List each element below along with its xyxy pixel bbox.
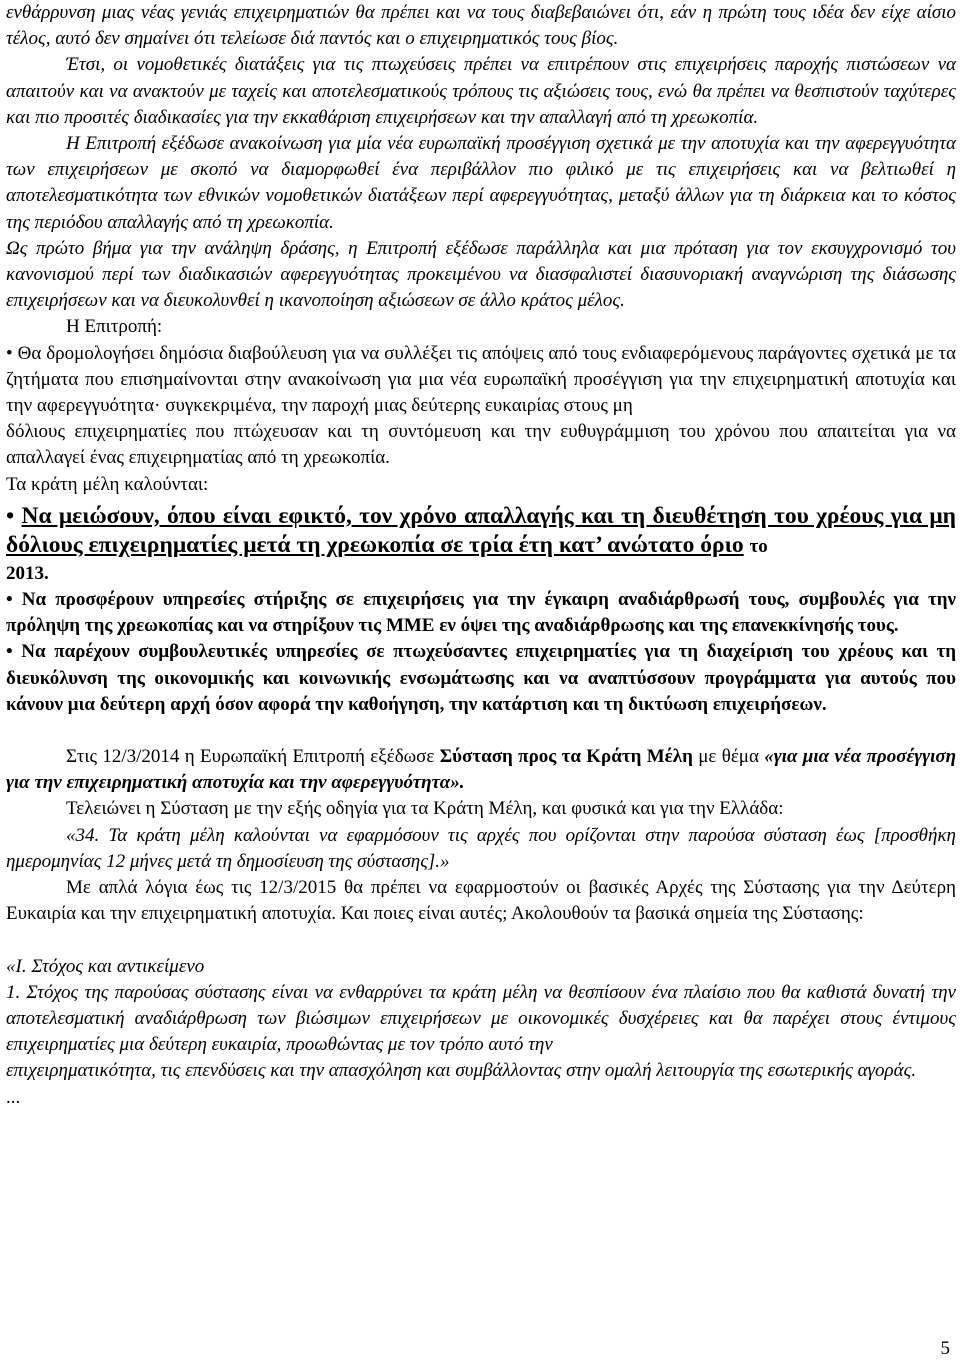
- member-states-bullet-1-year: 2013.: [6, 562, 49, 584]
- rec-subject: «για μια νέα προσέγγιση για την επιχειρηματική αποτυχία και την αφερεγγυότητα».: [6, 746, 957, 794]
- bullet-marker: •: [6, 641, 13, 663]
- spacer: [6, 718, 956, 744]
- paragraph-intro-continuation: ενθάρρυνση μιας νέας γενιάς επιχειρηματιών θα πρέπει και να τους διαβεβαιώνει ότι, εάν η πρώτη τους ιδέα δεν είχε αίσιο τέλος, αυτό δεν σημαίνει ότι τελείωσε διά παντός και ο επιχειρηματικός τους βίος.: [6, 2, 956, 50]
- paragraph-insolvency-provisions: Έτσι, οι νομοθετικές διατάξεις για τις πτωχεύσεις πρέπει να επιτρέπουν στις επιχειρήσεις παροχής πιστώσεων να απαιτούν και να ανακτούν με ταχείς και αποτελεσματικούς τρόπους τις αξιώσεις τους, ενώ θα πρέπει να θεσπιστούν ταχύτερες και πιο προσιτές διαδικασίες για την εκκαθάριση επιχειρήσεων και την απαλλαγή από τη χρεωκοπία.: [6, 54, 956, 128]
- paragraph-commission-communication: Η Επιτροπή εξέδωσε ανακοίνωση για μία νέα ευρωπαϊκή προσέγγιση σχετικά με την αποτυχία και την αφερεγγυότητα των επιχειρήσεων με σκοπό να διαμορφωθεί ένα περιβάλλον πιο φιλικό με τις επιχειρήσεις και να βελτιωθεί η αποτελεσματικότητα των εθνικών νομοθετικών διατάξεων περί αφερεγγυότητας, μεταξύ άλλων για τη διάρκεια και το κόστος της περιόδου απαλλαγής από τη χρεωκοπία.: [6, 133, 956, 233]
- section-paragraph-1: 1. Στόχος της παρούσας σύστασης είναι να ενθαρρύνει τα κράτη μέλη να θεσπίσουν ένα πλαίσιο που θα καθιστά δυνατή την αποτελεσματική αναδιάρθρωση των βιώσιμων επιχειρήσεων με οικονομικές δυσχέρειες και θα παρέχει στους έντιμους επιχειρηματίες μια δεύτερη ευκαιρία, προωθώντας με τον τρόπο αυτό την: [6, 981, 956, 1056]
- ellipsis: ...: [6, 1086, 21, 1108]
- rec-bold-title: Σύσταση προς τα Κράτη Μέλη: [439, 746, 693, 768]
- commission-bullet-continuation: δόλιους επιχειρηματίες που πτώχευσαν και τη συντόμευση και την ευθυγράμμιση του χρόνου που απαιτείται για να απαλλαγεί ένας επιχειρηματίας από τη χρεωκοπία.: [6, 421, 956, 469]
- recommendation-quote: «34. Τα κράτη μέλη καλούνται να εφαρμόσουν τις αρχές που ορίζονται στην παρούσα σύσταση έως [προσθήκη ημερομηνίας 12 μήνες μετά τη δημοσίευση της σύστασης].»: [6, 824, 956, 872]
- rec-text-a: Στις 12/3/2014 η Ευρωπαϊκή Επιτροπή εξέδωσε: [66, 746, 435, 768]
- recommendation-explanation: Με απλά λόγια έως τις 12/3/2015 θα πρέπει να εφαρμοστούν οι βασικές Αρχές της Σύστασης για την Δεύτερη Ευκαιρία και την επιχειρηματική αποτυχία. Και ποιες είναι αυτές; Ακολουθούν τα βασικά σημεία της Σύστασης:: [6, 877, 956, 925]
- bullet-3-text: Να παρέχουν συμβουλευτικές υπηρεσίες σε πτωχεύσαντες επιχειρηματίες για τη διαχείριση του χρέους και τη διευκόλυνση της οικονομικής και κοινωνικής ενσωμάτωσης και να αναπτύσσουν προγράμματα για αυτούς που κάνουν μια δεύτερη αρχή όσον αφορά την καθοήγηση, την κατάρτιση και τη δικτύωση επιχειρήσεων.: [6, 641, 957, 715]
- bullet-1-text: Να μειώσουν, όπου είναι εφικτό, τον χρόνο απαλλαγής και τη διευθέτηση του χρέους για μη δόλιους επιχειρηματίες μετά τη χρεωκοπία σε τρία έτη κατ’ ανώτατο όριο: [6, 502, 956, 558]
- member-states-heading: Τα κράτη μέλη καλούνται:: [6, 473, 209, 495]
- member-states-bullet-2: [6, 587, 956, 639]
- rec-text-b: με θέμα: [698, 746, 759, 768]
- document-body: [6, 0, 956, 1111]
- spacer: [6, 928, 956, 954]
- recommendation-paragraph: [6, 744, 956, 796]
- member-states-bullet-3: [6, 639, 956, 718]
- page-number: 5: [940, 1337, 950, 1359]
- commission-bullet-text: Θα δρομολογήσει δημόσια διαβούλευση για να συλλέξει τις απόψεις από τους ενδιαφερόμενους παράγοντες σχετικά με τα ζητήματα που επισημαίνονται στην ανακοίνωση για μια νέα ευρωπαϊκή προσέγγιση για την επιχειρηματική αποτυχία και την αφερεγγυότητα· συγκεκριμένα, την παροχή μιας δεύτερης ευκαιρίας στους μη: [6, 342, 957, 417]
- bullet-1-to: το: [749, 535, 768, 557]
- commission-bullet: [6, 341, 956, 420]
- section-paragraph-1-continuation: επιχειρηματικότητα, τις επενδύσεις και την απασχόληση και συμβάλλοντας στην ομαλή λειτουργία της εσωτερικής αγοράς.: [6, 1060, 917, 1082]
- bullet-marker: •: [6, 589, 13, 611]
- section-heading: «I. Στόχος και αντικείμενο: [6, 955, 205, 977]
- commission-heading: Η Επιτροπή:: [66, 316, 163, 338]
- recommendation-closing: Τελειώνει η Σύσταση με την εξής οδηγία για τα Κράτη Μέλη, και φυσικά και για την Ελλάδα:: [66, 798, 784, 820]
- bullet-marker: •: [6, 502, 15, 529]
- bullet-2-text: Να προσφέρουν υπηρεσίες στήριξης σε επιχειρήσεις για την έγκαιρη αναδιάρθρωσή τους, συμβουλές για την πρόληψη της χρεωκοπίας και να στηρίξουν τις ΜΜΕ εν όψει της αναδιάρθρωσης και της επανεκκίνησής τους.: [6, 589, 957, 637]
- member-states-bullet-1: [6, 502, 956, 561]
- paragraph-first-step: Ως πρώτο βήμα για την ανάληψη δράσης, η Επιτροπή εξέδωσε παράλληλα και μια πρόταση για τον εκσυγχρονισμό του κανονισμού περί των διαδικασιών αφερεγγυότητας προκειμένου να διασφαλιστεί διασυνοριακή αναγνώριση της διάσωσης επιχειρήσεων και να διευκολυνθεί η ικανοποίηση αξιώσεων σε άλλο κράτος μέλος.: [6, 237, 956, 312]
- bullet-marker: •: [6, 342, 13, 364]
